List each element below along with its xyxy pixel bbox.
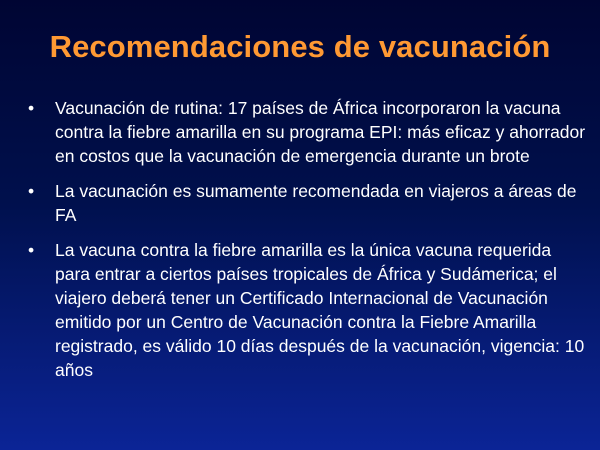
bullet-item-routine-vaccination — [28, 96, 588, 168]
bullet-item-traveler-recommendation — [28, 179, 588, 227]
slide-title: Recomendaciones de vacunación — [49, 29, 551, 64]
bullet-dot-icon: • — [28, 181, 35, 201]
bullet-dot-icon: • — [28, 240, 35, 260]
bullet-list — [28, 96, 588, 382]
bullet-item-required-certificate — [28, 238, 588, 382]
bullet-text: La vacuna contra la fiebre amarilla es la única vacuna requerida para entrar a ciertos países tropicales de África y Sudámerica; el viajero deberá tener un Certificado Internacional de Vacunación emitido por un Centro de Vacunación contra la Fiebre Amarilla registrado, es válido 10 días después de la vacunación, vigencia: 10 años — [55, 240, 585, 380]
bullet-dot-icon: • — [28, 98, 35, 118]
bullet-text: La vacunación es sumamente recomendada en viajeros a áreas de FA — [55, 181, 577, 225]
bullet-text: Vacunación de rutina: 17 países de África incorporaron la vacuna contra la fiebre amarilla en su programa EPI: más eficaz y ahorrador en costos que la vacunación de emergencia durante un brote — [55, 98, 586, 166]
